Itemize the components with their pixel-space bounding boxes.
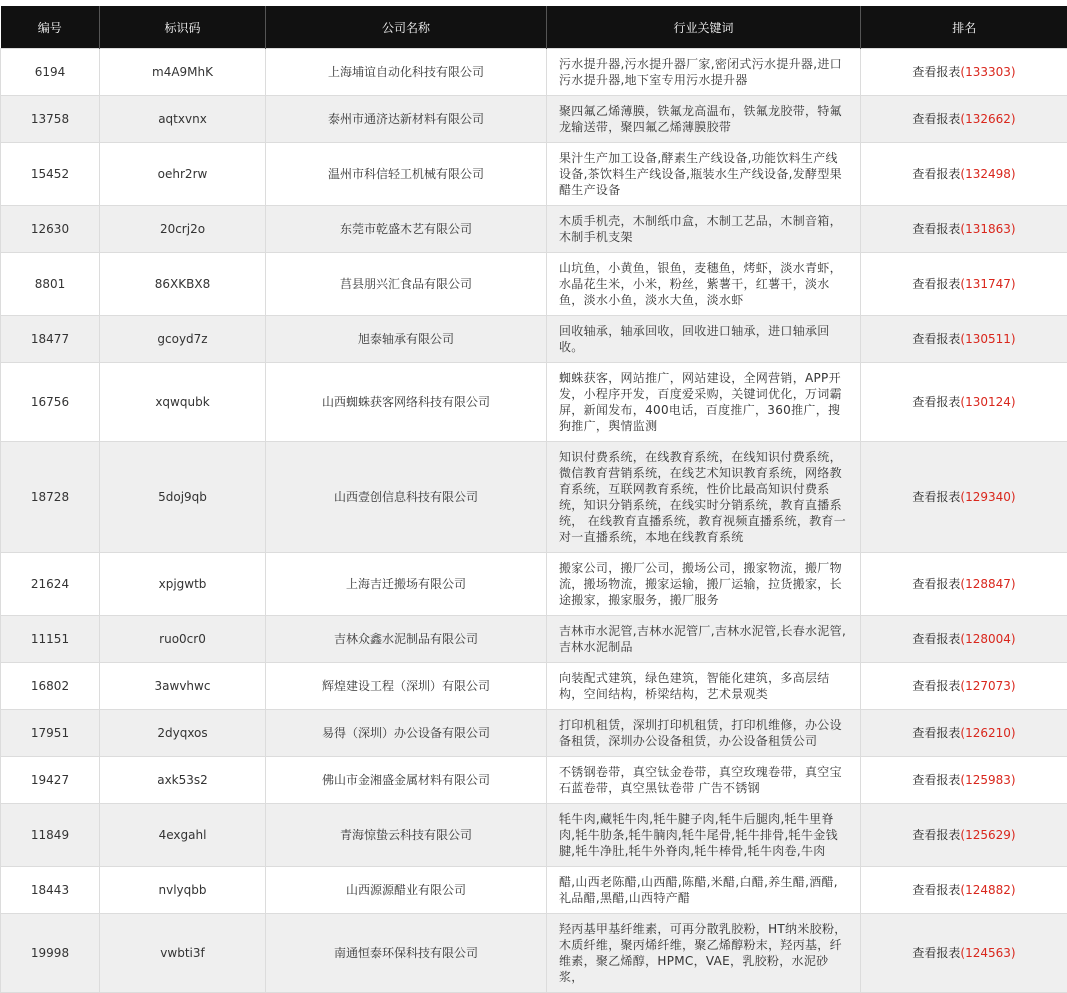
row-id: 18477 xyxy=(1,316,100,363)
view-report-link[interactable]: 查看报表 xyxy=(912,828,960,842)
view-report-link[interactable]: 查看报表 xyxy=(912,332,960,346)
row-code: 4exgahl xyxy=(100,804,266,867)
row-keywords: 打印机租赁，深圳打印机租赁，打印机维修，办公设备租赁，深圳办公设备租赁，办公设备租赁公司 xyxy=(547,710,861,757)
row-keywords: 牦牛肉,藏牦牛肉,牦牛腱子肉,牦牛后腿肉,牦牛里脊肉,牦牛肋条,牦牛腩肉,牦牛尾骨,牦牛排骨,牦牛金钱腱,牦牛净肚,牦牛外脊肉,牦牛棒骨,牦牛肉卷,牛肉 xyxy=(547,804,861,867)
header-company: 公司名称 xyxy=(266,6,547,49)
row-rank-cell xyxy=(861,363,1067,442)
rank-number: (131747) xyxy=(960,277,1015,291)
row-company: 山西源源醋业有限公司 xyxy=(266,867,547,914)
rank-number: (133303) xyxy=(960,65,1015,79)
row-keywords: 搬家公司，搬厂公司，搬场公司，搬家物流，搬厂物流，搬场物流，搬家运输，搬厂运输，拉货搬家，长途搬家，搬家服务，搬厂服务 xyxy=(547,553,861,616)
table-row xyxy=(1,143,1067,206)
table-row xyxy=(1,710,1067,757)
row-keywords: 木质手机壳，木制纸巾盒，木制工艺品，木制音箱，木制手机支架 xyxy=(547,206,861,253)
row-rank-cell xyxy=(861,867,1067,914)
row-code: xqwqubk xyxy=(100,363,266,442)
header-id: 编号 xyxy=(1,6,100,49)
table-row xyxy=(1,616,1067,663)
row-company: 莒县朋兴汇食品有限公司 xyxy=(266,253,547,316)
row-company: 南通恒泰环保科技有限公司 xyxy=(266,914,547,993)
row-code: gcoyd7z xyxy=(100,316,266,363)
row-rank-cell xyxy=(861,757,1067,804)
rank-number: (132662) xyxy=(960,112,1015,126)
row-rank-cell xyxy=(861,143,1067,206)
header-rank: 排名 xyxy=(861,6,1067,49)
row-rank-cell xyxy=(861,96,1067,143)
table-row xyxy=(1,914,1067,993)
row-company: 旭泰轴承有限公司 xyxy=(266,316,547,363)
row-code: aqtxvnx xyxy=(100,96,266,143)
rank-number: (127073) xyxy=(960,679,1015,693)
rank-number: (128004) xyxy=(960,632,1015,646)
row-code: axk53s2 xyxy=(100,757,266,804)
rank-number: (129340) xyxy=(960,490,1015,504)
table-row xyxy=(1,206,1067,253)
row-keywords: 污水提升器,污水提升器厂家,密闭式污水提升器,进口污水提升器,地下室专用污水提升器 xyxy=(547,49,861,96)
row-id: 16756 xyxy=(1,363,100,442)
row-rank-cell xyxy=(861,710,1067,757)
row-code: vwbti3f xyxy=(100,914,266,993)
row-company: 佛山市金湘盛金属材料有限公司 xyxy=(266,757,547,804)
table-row xyxy=(1,757,1067,804)
row-rank-cell xyxy=(861,804,1067,867)
row-code: m4A9MhK xyxy=(100,49,266,96)
row-company: 泰州市通济达新材料有限公司 xyxy=(266,96,547,143)
view-report-link[interactable]: 查看报表 xyxy=(912,65,960,79)
row-company: 辉煌建设工程（深圳）有限公司 xyxy=(266,663,547,710)
row-code: 20crj2o xyxy=(100,206,266,253)
row-keywords: 向装配式建筑，绿色建筑，智能化建筑，多高层结构，空间结构，桥梁结构，艺术景观类 xyxy=(547,663,861,710)
table-header-row xyxy=(1,6,1067,49)
row-keywords: 吉林市水泥管,吉林水泥管厂,吉林水泥管,长春水泥管,吉林水泥制品 xyxy=(547,616,861,663)
row-id: 11849 xyxy=(1,804,100,867)
row-company: 青海惊蛰云科技有限公司 xyxy=(266,804,547,867)
company-ranking-table xyxy=(0,6,1067,993)
row-company: 温州市科信轻工机械有限公司 xyxy=(266,143,547,206)
row-keywords: 山坑鱼，小黄鱼，银鱼，麦穗鱼，烤虾，淡水青虾，水晶花生米，小米，粉丝，紫薯干，红薯干，淡水鱼，淡水小鱼，淡水大鱼，淡水虾 xyxy=(547,253,861,316)
row-rank-cell xyxy=(861,49,1067,96)
row-company: 上海埔谊自动化科技有限公司 xyxy=(266,49,547,96)
row-id: 18728 xyxy=(1,442,100,553)
view-report-link[interactable]: 查看报表 xyxy=(912,679,960,693)
row-code: 5doj9qb xyxy=(100,442,266,553)
row-id: 13758 xyxy=(1,96,100,143)
row-company: 上海吉迁搬场有限公司 xyxy=(266,553,547,616)
row-code: nvlyqbb xyxy=(100,867,266,914)
table-row xyxy=(1,442,1067,553)
row-id: 8801 xyxy=(1,253,100,316)
table-row xyxy=(1,253,1067,316)
table-row xyxy=(1,316,1067,363)
row-company: 山西蜘蛛获客网络科技有限公司 xyxy=(266,363,547,442)
row-company: 山西壹创信息科技有限公司 xyxy=(266,442,547,553)
row-keywords: 聚四氟乙烯薄膜，铁氟龙高温布，铁氟龙胶带，特氟龙输送带，聚四氟乙烯薄膜胶带 xyxy=(547,96,861,143)
view-report-link[interactable]: 查看报表 xyxy=(912,773,960,787)
row-rank-cell xyxy=(861,253,1067,316)
rank-number: (125983) xyxy=(960,773,1015,787)
row-keywords: 醋,山西老陈醋,山西醋,陈醋,米醋,白醋,养生醋,酒醋,礼品醋,黑醋,山西特产醋 xyxy=(547,867,861,914)
view-report-link[interactable]: 查看报表 xyxy=(912,490,960,504)
table-row xyxy=(1,867,1067,914)
row-keywords: 不锈钢卷带，真空钛金卷带，真空玫瑰卷带，真空宝石蓝卷带，真空黑钛卷带 广告不锈钢 xyxy=(547,757,861,804)
row-rank-cell xyxy=(861,616,1067,663)
row-rank-cell xyxy=(861,663,1067,710)
row-rank-cell xyxy=(861,442,1067,553)
row-code: 86XKBX8 xyxy=(100,253,266,316)
view-report-link[interactable]: 查看报表 xyxy=(912,112,960,126)
header-keywords: 行业关键词 xyxy=(547,6,861,49)
row-keywords: 蜘蛛获客，网站推广，网站建设，全网营销，APP开发，小程序开发，百度爱采购，关键词优化，万词霸屏，新闻发布，400电话，百度推广，360推广，搜狗推广，舆情监测 xyxy=(547,363,861,442)
row-rank-cell xyxy=(861,914,1067,993)
row-keywords: 回收轴承，轴承回收，回收进口轴承，进口轴承回收。 xyxy=(547,316,861,363)
view-report-link[interactable]: 查看报表 xyxy=(912,632,960,646)
row-rank-cell xyxy=(861,206,1067,253)
row-id: 6194 xyxy=(1,49,100,96)
row-code: 2dyqxos xyxy=(100,710,266,757)
row-id: 19427 xyxy=(1,757,100,804)
table-row xyxy=(1,663,1067,710)
view-report-link[interactable]: 查看报表 xyxy=(912,222,960,236)
header-code: 标识码 xyxy=(100,6,266,49)
row-company: 吉林众鑫水泥制品有限公司 xyxy=(266,616,547,663)
rank-number: (130511) xyxy=(960,332,1015,346)
row-company: 东莞市乾盛木艺有限公司 xyxy=(266,206,547,253)
row-id: 19998 xyxy=(1,914,100,993)
table-row xyxy=(1,96,1067,143)
table-row xyxy=(1,553,1067,616)
view-report-link[interactable]: 查看报表 xyxy=(912,883,960,897)
row-id: 21624 xyxy=(1,553,100,616)
row-keywords: 羟丙基甲基纤维素，可再分散乳胶粉，HT纳米胶粉，木质纤维，聚丙烯纤维，聚乙烯醇粉末，羟丙基，纤维素，聚乙烯醇，HPMC，VAE，乳胶粉，水泥砂浆， xyxy=(547,914,861,993)
rank-number: (125629) xyxy=(960,828,1015,842)
row-code: ruo0cr0 xyxy=(100,616,266,663)
row-id: 17951 xyxy=(1,710,100,757)
view-report-link[interactable]: 查看报表 xyxy=(912,726,960,740)
row-company: 易得（深圳）办公设备有限公司 xyxy=(266,710,547,757)
view-report-link[interactable]: 查看报表 xyxy=(912,167,960,181)
rank-number: (131863) xyxy=(960,222,1015,236)
row-keywords: 果汁生产加工设备,酵素生产线设备,功能饮料生产线设备,茶饮料生产线设备,瓶装水生产线设备,发酵型果醋生产设备 xyxy=(547,143,861,206)
row-id: 18443 xyxy=(1,867,100,914)
view-report-link[interactable]: 查看报表 xyxy=(912,946,960,960)
view-report-link[interactable]: 查看报表 xyxy=(912,395,960,409)
row-id: 12630 xyxy=(1,206,100,253)
table-row xyxy=(1,363,1067,442)
rank-number: (124882) xyxy=(960,883,1015,897)
rank-number: (130124) xyxy=(960,395,1015,409)
row-code: oehr2rw xyxy=(100,143,266,206)
row-code: 3awvhwc xyxy=(100,663,266,710)
view-report-link[interactable]: 查看报表 xyxy=(912,577,960,591)
rank-number: (124563) xyxy=(960,946,1015,960)
table-row xyxy=(1,49,1067,96)
rank-number: (128847) xyxy=(960,577,1015,591)
rank-number: (126210) xyxy=(960,726,1015,740)
row-rank-cell xyxy=(861,316,1067,363)
row-keywords: 知识付费系统，在线教育系统，在线知识付费系统，微信教育营销系统，在线艺术知识教育系统，网络教育系统，互联网教育系统，性价比最高知识付费系统，知识分销系统，在线实时分销系统，教育直播系统， 在线教育直播系统，教育视频直播系统，教育一对一直播系统，本地在线教育系统 xyxy=(547,442,861,553)
row-rank-cell xyxy=(861,553,1067,616)
table-row xyxy=(1,804,1067,867)
row-id: 15452 xyxy=(1,143,100,206)
rank-number: (132498) xyxy=(960,167,1015,181)
row-id: 16802 xyxy=(1,663,100,710)
row-code: xpjgwtb xyxy=(100,553,266,616)
row-id: 11151 xyxy=(1,616,100,663)
view-report-link[interactable]: 查看报表 xyxy=(912,277,960,291)
